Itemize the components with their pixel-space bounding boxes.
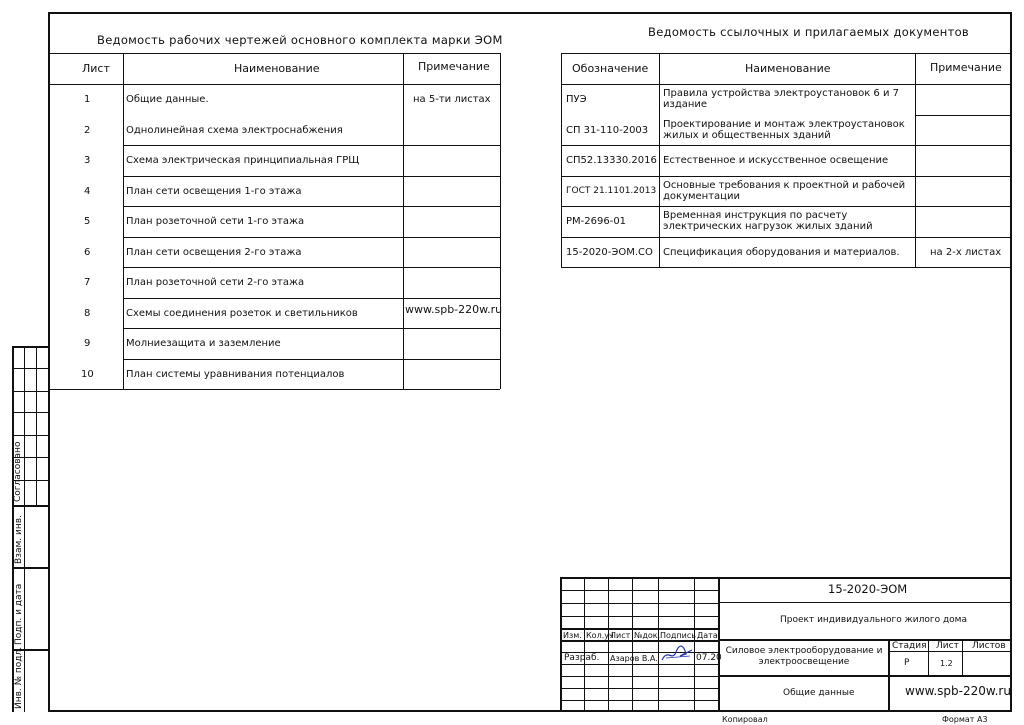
table-rule bbox=[561, 206, 1012, 207]
tb-sheet-title: Общие данные bbox=[783, 688, 855, 698]
table-row-sheet: 3 bbox=[84, 155, 91, 166]
table-rule bbox=[915, 115, 1012, 116]
table-rule bbox=[123, 53, 124, 389]
drawings-list-title: Ведомость рабочих чертежей основного комплекта марки ЭОМ bbox=[97, 33, 503, 47]
table-rule bbox=[123, 206, 500, 207]
references-list-title: Ведомость ссылочных и прилагаемых документов bbox=[648, 25, 970, 39]
tb-sheet-label: Лист bbox=[936, 641, 959, 651]
table-row-note: на 2-х листах bbox=[930, 247, 1002, 258]
agreed-label: Согласовано bbox=[13, 441, 23, 502]
table-rule bbox=[500, 53, 501, 389]
table-rule bbox=[561, 53, 1012, 54]
header-note: Примечание bbox=[418, 60, 490, 73]
inv-replace-label: Взам. инв. bbox=[14, 515, 24, 564]
table-rule bbox=[561, 237, 1012, 238]
tb-section: Силовое электрооборудование и электроосвещение bbox=[725, 646, 883, 667]
tb-website: www.spb-220w.ru bbox=[905, 684, 1011, 698]
tb-col-list: Лист bbox=[610, 631, 631, 640]
header-code: Обозначение bbox=[572, 62, 649, 75]
tb-stage: Р bbox=[904, 658, 910, 668]
table-row-code: РМ-2696-01 bbox=[566, 216, 627, 227]
table-rule bbox=[403, 53, 404, 389]
tb-role: Разраб. bbox=[564, 653, 600, 663]
table-row-name: Однолинейная схема электроснабжения bbox=[126, 125, 343, 136]
table-rule bbox=[561, 84, 1012, 85]
table-row-name: Естественное и искусственное освещение bbox=[663, 155, 889, 166]
table-rule bbox=[123, 237, 500, 238]
sign-date-label: Подп. и дата bbox=[14, 583, 24, 645]
table-rule bbox=[123, 145, 500, 146]
tb-sheet: 1.2 bbox=[940, 659, 953, 668]
table-row-sheet: 1 bbox=[84, 94, 91, 105]
table-row-name: План сети освещения 2-го этажа bbox=[126, 247, 302, 258]
footer-copied: Копировал bbox=[722, 715, 768, 724]
table-rule bbox=[50, 389, 500, 390]
table-row-name: Общие данные. bbox=[126, 94, 209, 105]
tb-sheets-label: Листов bbox=[972, 641, 1006, 651]
table-rule bbox=[561, 145, 1012, 146]
table-rule bbox=[123, 267, 500, 268]
tb-col-izm: Изм. bbox=[563, 631, 582, 640]
header-note: Примечание bbox=[930, 61, 1002, 74]
table-row-name: Правила устройства электроустановок 6 и 7 издание bbox=[663, 88, 900, 110]
table-row-name: Временная инструкция по расчету электрических нагрузок жилых зданий bbox=[663, 210, 873, 232]
inv-original-label: Инв. № подл. bbox=[14, 646, 24, 709]
table-row-name: Спецификация оборудования и материалов. bbox=[663, 247, 900, 258]
table-row-name: План розеточной сети 2-го этажа bbox=[126, 277, 305, 288]
table-row-sheet: 7 bbox=[84, 277, 91, 288]
table-row-sheet: 8 bbox=[84, 308, 91, 319]
table-row-name: Схема электрическая принципиальная ГРЩ bbox=[126, 155, 360, 166]
table-rule bbox=[561, 53, 562, 267]
table-row-name: Проектирование и монтаж электроустановок жилых и общественных зданий bbox=[663, 119, 905, 141]
table-rule bbox=[50, 53, 500, 54]
tb-col-ndoc: №док. bbox=[634, 631, 661, 640]
table-row-code: ГОСТ 21.1101.2013 bbox=[566, 186, 657, 196]
tb-doc-code: 15-2020-ЭОМ bbox=[828, 582, 908, 596]
footer-format: Формат А3 bbox=[942, 715, 988, 724]
tb-col-date: Дата bbox=[697, 631, 718, 640]
table-row-sheet: 2 bbox=[84, 125, 91, 136]
table-rule bbox=[915, 53, 916, 267]
table-row-sheet: 5 bbox=[84, 216, 91, 227]
table-row-code: 15-2020-ЭОМ.СО bbox=[566, 247, 653, 258]
table-row-name: План системы уравнивания потенциалов bbox=[126, 369, 345, 380]
drawing-frame bbox=[48, 12, 1012, 712]
table-rule bbox=[123, 359, 500, 360]
tb-author: Азаров В.А. bbox=[610, 654, 658, 663]
tb-col-kol: Кол.уч bbox=[586, 631, 614, 640]
signature-image bbox=[660, 644, 694, 664]
table-row-name: Схемы соединения розеток и светильников bbox=[126, 308, 358, 319]
header-name: Наименование bbox=[234, 62, 320, 75]
table-rule bbox=[561, 267, 1012, 268]
header-sheet: Лист bbox=[82, 62, 110, 75]
table-rule bbox=[659, 53, 660, 267]
tb-stage-label: Стадия bbox=[892, 641, 927, 651]
table-row-sheet: 6 bbox=[84, 247, 91, 258]
table-row-sheet: 9 bbox=[84, 338, 91, 349]
table-row-name: Основные требования к проектной и рабочей документации bbox=[663, 180, 906, 202]
table-row-code: ПУЭ bbox=[566, 94, 587, 105]
table-row-name: План сети освещения 1-го этажа bbox=[126, 186, 302, 197]
table-row-sheet: 10 bbox=[81, 369, 94, 380]
header-name: Наименование bbox=[745, 62, 831, 75]
table-rule bbox=[123, 328, 500, 329]
table-row-note: www.spb-220w.ru bbox=[405, 303, 503, 316]
table-rule bbox=[561, 176, 1012, 177]
tb-project: Проект индивидуального жилого дома bbox=[780, 615, 967, 625]
table-row-code: СП 31-110-2003 bbox=[566, 125, 649, 136]
table-row-sheet: 4 bbox=[84, 186, 91, 197]
table-rule bbox=[50, 84, 500, 85]
table-row-code: СП52.13330.2016 bbox=[566, 155, 657, 166]
table-rule bbox=[123, 176, 500, 177]
table-rule bbox=[123, 298, 500, 299]
tb-col-sign: Подпись bbox=[660, 631, 696, 640]
table-row-name: План розеточной сети 1-го этажа bbox=[126, 216, 305, 227]
tb-date: 07.20 bbox=[696, 653, 722, 663]
table-row-note: на 5-ти листах bbox=[413, 94, 491, 105]
table-row-name: Молниезащита и заземление bbox=[126, 338, 281, 349]
